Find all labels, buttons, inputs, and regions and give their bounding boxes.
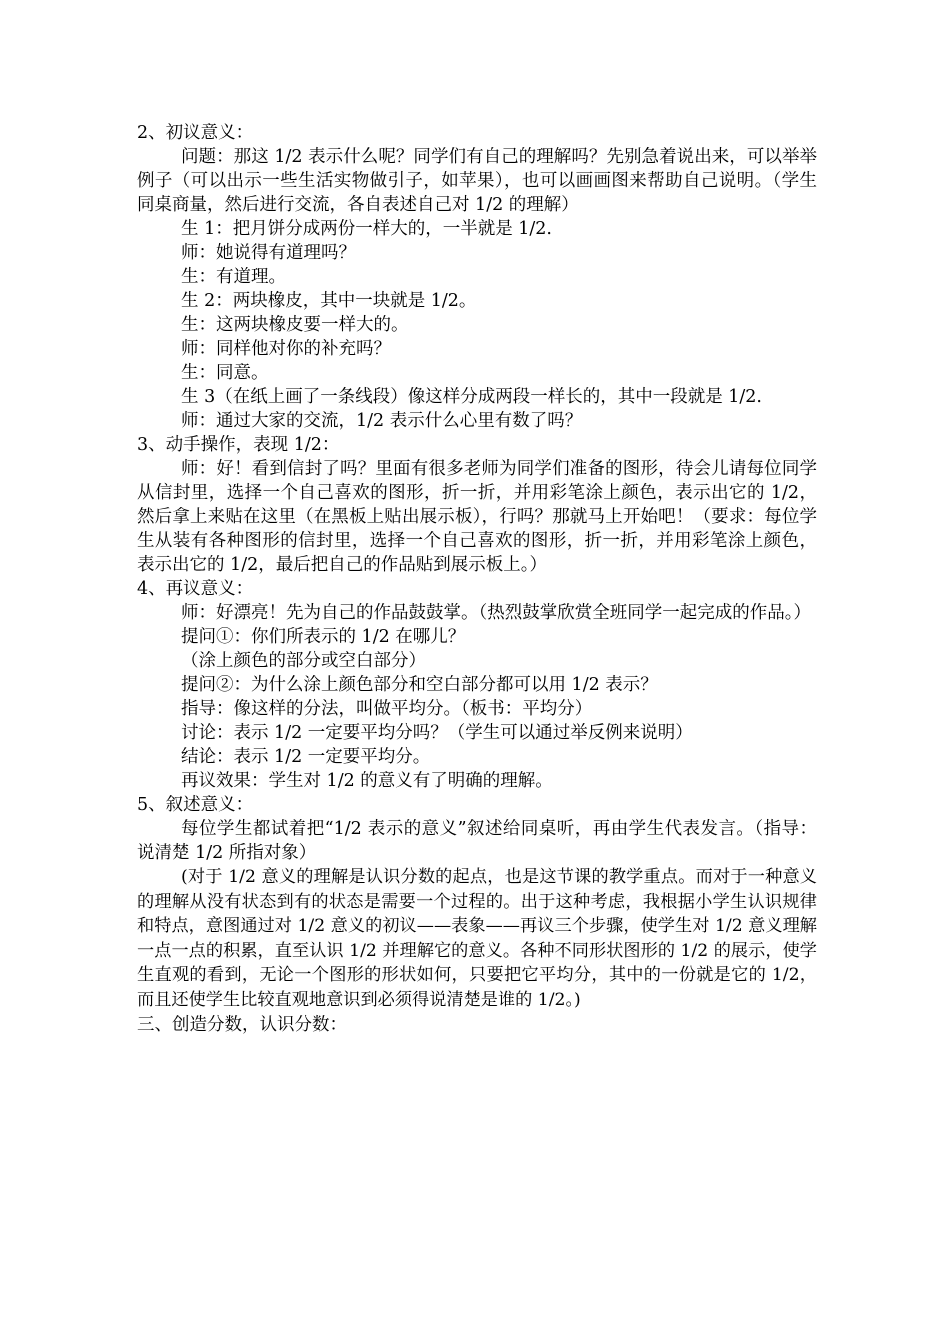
- dialogue-line: 生 3（在纸上画了一条线段）像这样分成两段一样长的，其中一段就是 1/2.: [181, 387, 762, 407]
- section-heading-create-fractions: 三、创造分数，认识分数：: [137, 1014, 347, 1035]
- dialogue-line: 师：同样他对你的补充吗？: [181, 339, 391, 359]
- dialogue-line: 师：好漂亮！先为自己的作品鼓鼓掌。（热烈鼓掌欣赏全班同学一起完成的作品。）: [181, 603, 811, 623]
- dialogue-line: 结论：表示 1/2 一定要平均分。: [181, 747, 431, 767]
- dialogue-line: 讨论：表示 1/2 一定要平均分吗？（学生可以通过举反例来说明）: [181, 723, 693, 743]
- section-heading-hands-on: 3、动手操作，表现 1/2：: [137, 435, 340, 455]
- paragraph-instructions: 师：好！看到信封了吗？里面有很多老师为同学们准备的图形，待会儿请每位同学从信封里，选择一个自己喜欢的图形，折一折，并用彩笔涂上颜色，表示出它的 1/2，然后拿上来贴在这里（在黑板上贴出展示板），行吗？那就马上开始吧！（要求：每位学生从装有各种图形的信封里，选择一个自己喜欢的图形，折一折，并用彩笔涂上颜色，表示出它的 1/2，最后把自己的作品贴到展示板上。）: [137, 459, 817, 575]
- dialogue-line: 提问①：你们所表示的 1/2 在哪儿？: [181, 627, 466, 647]
- dialogue-line: 师：她说得有道理吗？: [181, 243, 356, 263]
- dialogue-line: 师：通过大家的交流，1/2 表示什么心里有数了吗？: [181, 411, 583, 431]
- dialogue-line: 再议效果：学生对 1/2 的意义有了明确的理解。: [181, 771, 553, 791]
- dialogue-line: 生：有道理。: [181, 267, 286, 287]
- paragraph-question: 问题：那这 1/2 表示什么呢？同学们有自己的理解吗？先别急着说出来，可以举举例子（可以出示一些生活实物做引子，如苹果），也可以画画图来帮助自己说明。（学生同桌商量，然后进行交流，各自表述自己对 1/2 的理解）: [137, 147, 817, 215]
- dialogue-line: 生：同意。: [181, 363, 269, 383]
- dialogue-line: 生：这两块橡皮要一样大的。: [181, 315, 409, 335]
- paragraph-narrate: 每位学生都试着把“1/2 表示的意义”叙述给同桌听，再由学生代表发言。（指导：说清楚 1/2 所指对象）: [137, 819, 817, 863]
- paragraph-teaching-note: (对于 1/2 意义的理解是认识分数的起点，也是这节课的教学重点。而对于一种意义的理解从没有状态到有的状态是需要一个过程的。出于这种考虑，我根据小学生认识规律和特点，意图通过对 1/2 意义的初议——表象——再议三个步骤，使学生对 1/2 意义理解一点一点的积累，直至认识 1/2 并理解它的意义。各种不同形状图形的 1/2 的展示，使学生直观的看到，无论一个图形的形状如何，只要把它平均分，其中的一份就是它的 1/2，而且还使学生比较直观地意识到必须得说清楚是谁的 1/2。): [137, 867, 817, 1010]
- section-heading-narrate: 5、叙述意义：: [137, 795, 254, 815]
- dialogue-line: 生 1：把月饼分成两份一样大的，一半就是 1/2.: [181, 219, 552, 239]
- document-body: [137, 121, 817, 1037]
- section-heading-rediscuss: 4、再议意义：: [137, 579, 254, 599]
- dialogue-line: 提问②：为什么涂上颜色部分和空白部分都可以用 1/2 表示？: [181, 675, 658, 695]
- dialogue-line: 生 2：两块橡皮，其中一块就是 1/2。: [181, 291, 477, 311]
- dialogue-line: 指导：像这样的分法，叫做平均分。（板书：平均分）: [181, 699, 593, 719]
- section-heading-initial-meaning: 2、初议意义：: [137, 123, 254, 143]
- dialogue-line: （涂上颜色的部分或空白部分）: [181, 651, 426, 671]
